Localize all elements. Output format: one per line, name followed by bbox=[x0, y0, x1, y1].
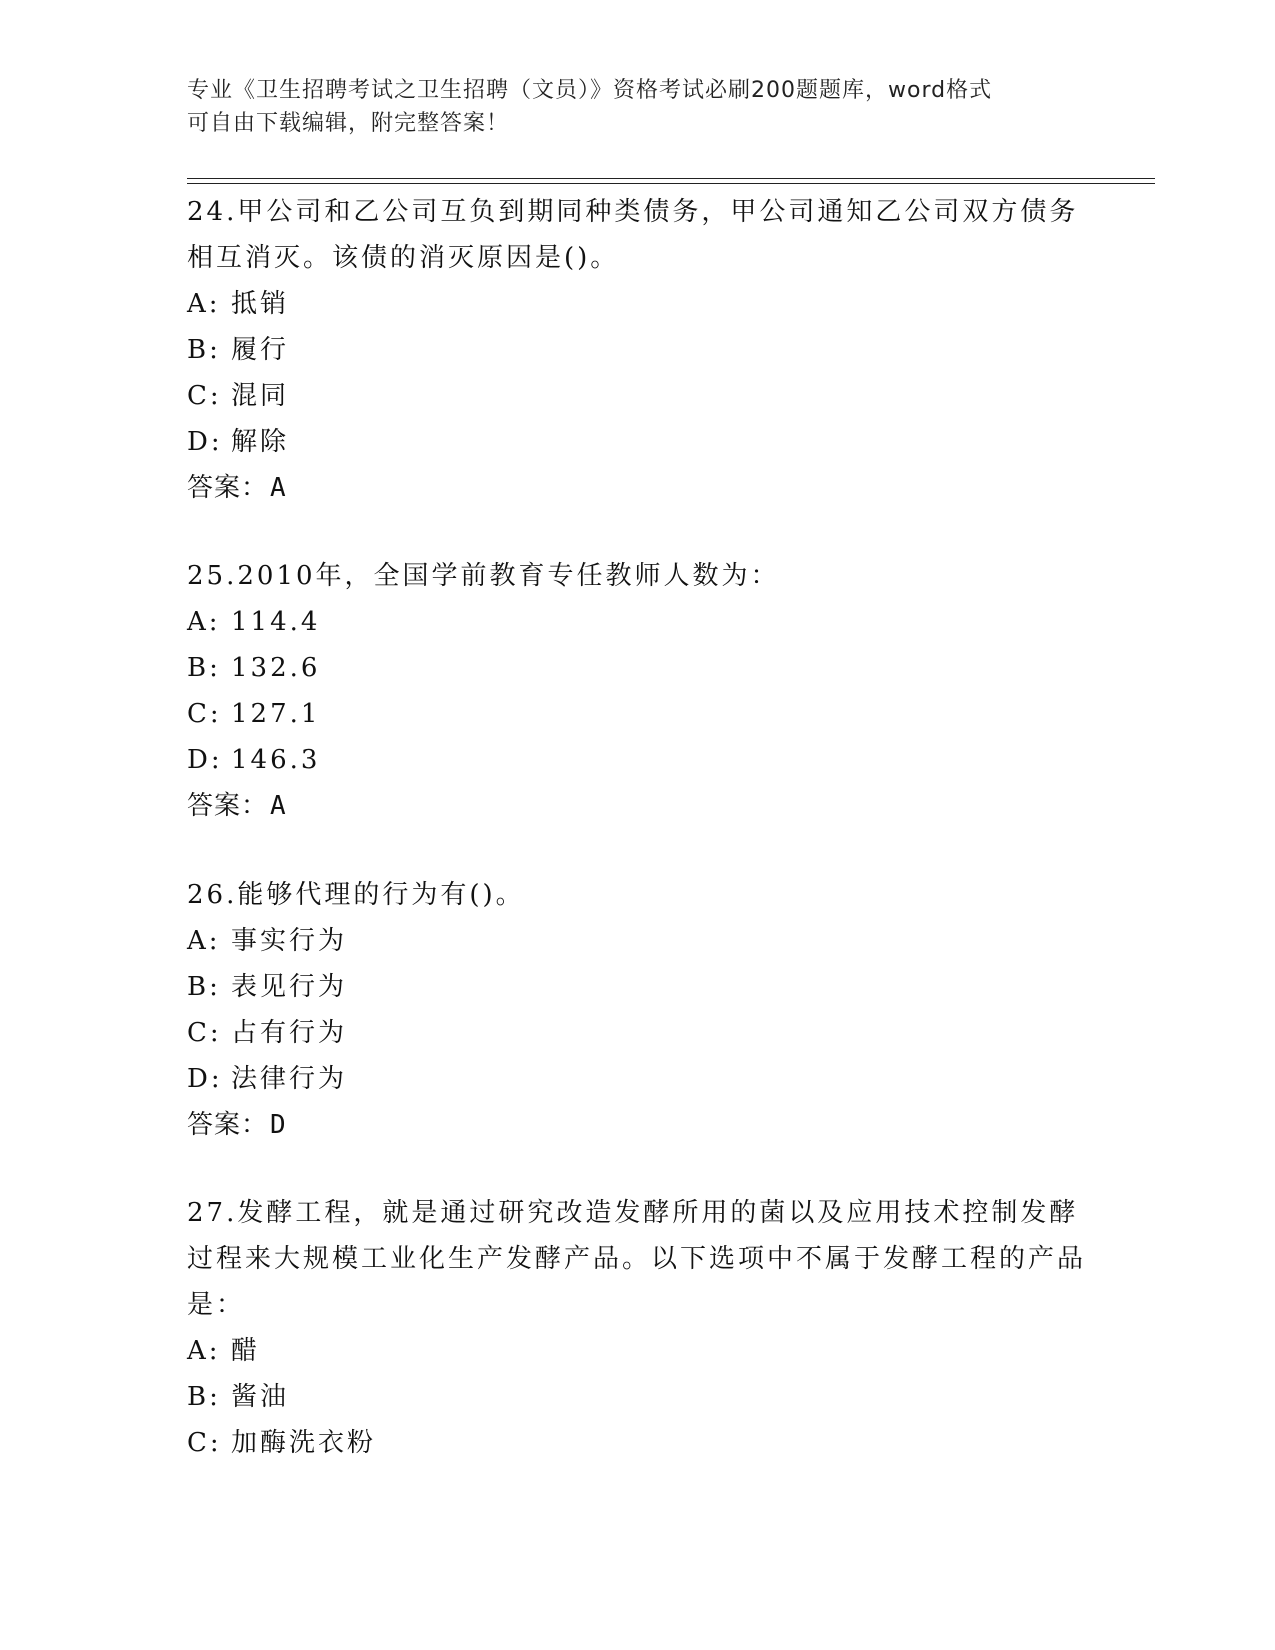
option-text: 加酶洗衣粉 bbox=[231, 1428, 377, 1458]
question-text: 甲公司和乙公司互负到期同种类债务，甲公司通知乙公司双方债务相互消灭。该债的消灭原因是()。 bbox=[187, 197, 1079, 273]
option-d bbox=[187, 737, 1087, 783]
option-label: B: bbox=[187, 1382, 221, 1412]
question-stem bbox=[187, 189, 1087, 281]
option-b bbox=[187, 327, 1087, 373]
option-label: A: bbox=[187, 289, 221, 319]
option-text: 酱油 bbox=[231, 1382, 290, 1412]
option-label: D: bbox=[187, 427, 223, 457]
option-text: 法律行为 bbox=[231, 1064, 348, 1094]
question-26 bbox=[187, 872, 1087, 1148]
question-24 bbox=[187, 189, 1087, 511]
option-c bbox=[187, 691, 1087, 737]
question-number: 24. bbox=[187, 197, 238, 227]
option-label: B: bbox=[187, 972, 221, 1002]
answer-line bbox=[187, 1102, 1087, 1148]
option-text: 履行 bbox=[231, 335, 290, 365]
answer-line bbox=[187, 465, 1087, 511]
option-label: C: bbox=[187, 699, 222, 729]
option-c bbox=[187, 1010, 1087, 1056]
option-text: 解除 bbox=[231, 427, 290, 457]
option-a bbox=[187, 599, 1087, 645]
option-label: D: bbox=[187, 1064, 223, 1094]
option-label: C: bbox=[187, 1428, 222, 1458]
option-b bbox=[187, 645, 1087, 691]
question-stem bbox=[187, 1190, 1087, 1328]
option-label: C: bbox=[187, 381, 222, 411]
answer-label: 答案： bbox=[187, 791, 269, 821]
answer-value: A bbox=[270, 473, 287, 503]
header-divider-bottom bbox=[187, 183, 1155, 184]
question-number: 27. bbox=[187, 1198, 238, 1228]
option-text: 表见行为 bbox=[231, 972, 348, 1002]
answer-label: 答案： bbox=[187, 1110, 269, 1140]
option-c bbox=[187, 373, 1087, 419]
option-label: A: bbox=[187, 1336, 221, 1366]
option-text: 醋 bbox=[231, 1336, 261, 1366]
answer-label: 答案： bbox=[187, 473, 269, 503]
document-header bbox=[187, 74, 1067, 140]
option-label: D: bbox=[187, 745, 223, 775]
option-label: C: bbox=[187, 1018, 222, 1048]
option-text: 事实行为 bbox=[231, 926, 348, 956]
option-text: 混同 bbox=[231, 381, 290, 411]
answer-value: A bbox=[270, 791, 287, 821]
option-text: 146.3 bbox=[231, 745, 321, 775]
question-text: 2010年，全国学前教育专任教师人数为： bbox=[237, 561, 780, 591]
question-number: 26. bbox=[187, 880, 238, 910]
option-a bbox=[187, 1328, 1087, 1374]
option-text: 127.1 bbox=[231, 699, 321, 729]
option-a bbox=[187, 918, 1087, 964]
option-b bbox=[187, 1374, 1087, 1420]
answer-value: D bbox=[270, 1110, 287, 1140]
option-text: 抵销 bbox=[231, 289, 290, 319]
question-text: 能够代理的行为有()。 bbox=[237, 880, 525, 910]
option-text: 114.4 bbox=[231, 607, 321, 637]
question-stem bbox=[187, 872, 1087, 918]
question-number: 25. bbox=[187, 561, 238, 591]
answer-line bbox=[187, 783, 1087, 829]
option-d bbox=[187, 419, 1087, 465]
question-stem bbox=[187, 553, 1087, 599]
option-label: B: bbox=[187, 335, 221, 365]
header-divider-top bbox=[187, 178, 1155, 179]
option-a bbox=[187, 281, 1087, 327]
option-label: A: bbox=[187, 926, 221, 956]
question-25 bbox=[187, 553, 1087, 829]
option-d bbox=[187, 1056, 1087, 1102]
question-text: 发酵工程，就是通过研究改造发酵所用的菌以及应用技术控制发酵过程来大规模工业化生产发酵产品。以下选项中不属于发酵工程的产品是： bbox=[187, 1198, 1087, 1320]
option-label: A: bbox=[187, 607, 221, 637]
header-subtitle-line: 可自由下载编辑，附完整答案！ bbox=[187, 111, 510, 136]
option-b bbox=[187, 964, 1087, 1010]
option-text: 132.6 bbox=[231, 653, 321, 683]
header-title-line: 专业《卫生招聘考试之卫生招聘（文员）》资格考试必刷200题题库，word格式 bbox=[187, 78, 993, 103]
option-text: 占有行为 bbox=[231, 1018, 348, 1048]
question-27 bbox=[187, 1190, 1087, 1466]
option-label: B: bbox=[187, 653, 221, 683]
option-c bbox=[187, 1420, 1087, 1466]
